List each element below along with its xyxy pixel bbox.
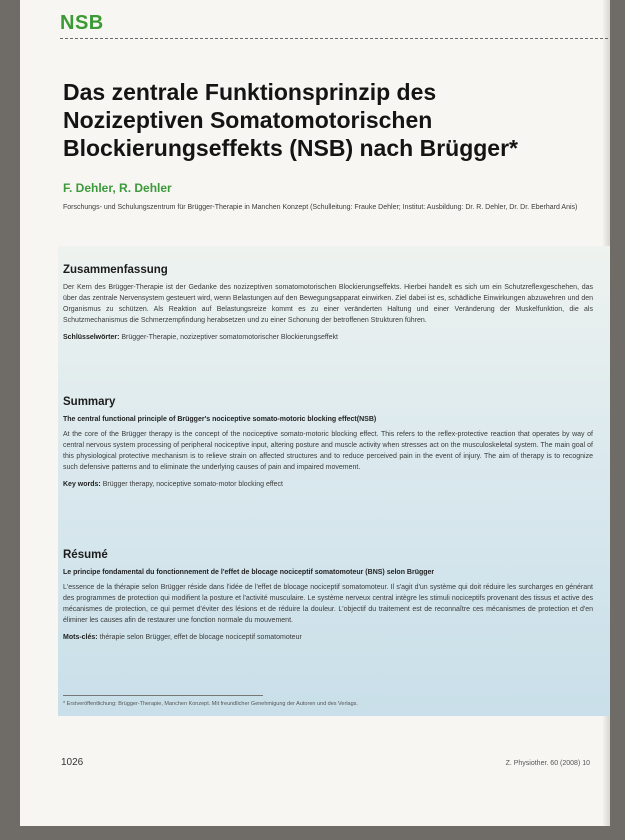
section-body: Der Kern des Brügger-Therapie ist der Gedanke des nozizeptiven somatomotorischen Blockierungseffekts. Hierbei handelt es sich um ein Schutzreflexgeschehen, das über das zentrale Nervensystem gesteuert wird, wenn Belastungen auf den Bewegungsapparat einwirken. Ziel dabei ist es, schädliche Einwirkungen abzuwehren und den Organismus zu schützen. Als Reaktion auf Belastungsreize kommt es zu einer veränderten Haltung und einer Veränderung der Muskelfunktion, die als Schutzmechanismus die Schmerzempfindung herabsetzen und zu einer Schonung der betroffenen Strukturen führen. bbox=[63, 284, 593, 324]
section-heading: Zusammenfassung bbox=[63, 264, 168, 276]
author-affiliation: Forschungs- und Schulungszentrum für Brügger-Therapie in Manchen Konzept (Schulleitung: Frauke Dehler; Institut: Ausbildung: Dr. R. Dehler, Dr. Dr. Eberhard Anis) bbox=[63, 204, 578, 211]
keywords-label: Mots-clés: bbox=[63, 634, 98, 641]
section-resume bbox=[63, 549, 593, 643]
keywords-label: Key words: bbox=[63, 481, 101, 488]
keywords-text: thérapie selon Brügger, effet de blocage nociceptif somatomoteur bbox=[99, 634, 302, 641]
keywords-label: Schlüsselwörter: bbox=[63, 334, 120, 341]
section-subtitle: Le principe fondamental du fonctionnement de l'effet de blocage nociceptif somatomoteur (BNS) selon Brügger bbox=[63, 569, 435, 576]
section-heading: Résumé bbox=[63, 549, 108, 561]
header-divider bbox=[60, 38, 608, 39]
section-zusammenfassung bbox=[63, 264, 593, 343]
section-body: At the core of the Brügger therapy is the concept of the nociceptive somato-motoric blocking effect. This refers to the reflex-protective reaction that operates by way of central nervous system processing of peripheral nociceptive input, altering posture and muscle activity when stresses act on the musculoskeletal system. The main goal of this physiological protective mechanism is to relieve strain on affected structures and to reduce perceived pain in the event of injury. The aim of therapy is to recognize such defensive patterns and to eliminate the underlying causes of pain and impaired movement. bbox=[63, 431, 593, 471]
keywords-text: Brügger-Therapie, nozizeptiver somatomotorischer Blockierungseffekt bbox=[121, 334, 338, 341]
section-subtitle: The central functional principle of Brügger's nociceptive somato-motoric blocking effect(NSB) bbox=[63, 416, 377, 423]
article-title: Das zentrale Funktionsprinzip des Nozizeptiven Somatomotorischen Blockierungseffekts (NSB) nach Brügger* bbox=[63, 79, 518, 161]
journal-logo: NSB bbox=[60, 12, 104, 34]
journal-citation: Z. Physiother. 60 (2008) 10 bbox=[505, 760, 590, 767]
keywords-line bbox=[63, 632, 593, 643]
section-summary bbox=[63, 396, 593, 490]
journal-page bbox=[20, 0, 610, 826]
keywords-text: Brügger therapy, nociceptive somato-motor blocking effect bbox=[102, 481, 283, 488]
keywords-line bbox=[63, 332, 593, 343]
article-authors: F. Dehler, R. Dehler bbox=[63, 181, 172, 195]
page-number: 1026 bbox=[61, 757, 84, 768]
keywords-line bbox=[63, 479, 593, 490]
footnote: * Erstveröffentlichung: Brügger-Therapie, Manchen Konzept. Mit freundlicher Genehmigung der Autoren und des Verlags. bbox=[63, 701, 358, 707]
section-body: L'essence de la thérapie selon Brügger réside dans l'idée de l'effet de blocage nociceptif somatomoteur. Il s'agit d'un système qui doit réduire les surcharges en générant des programmes de protection qui modifient la posture et l'activité musculaire. Le système nerveux central intègre les stimuli nociceptifs provenant des tissus et active des mécanismes de protection, ce qui permet d'éviter des lésions et de réduire la douleur. L'objectif du traitement est de reconnaître ces mécanismes de protection et d'en éliminer les causes afin de restaurer une fonction normale du mouvement. bbox=[63, 584, 593, 624]
footnote-divider bbox=[63, 695, 263, 696]
section-heading: Summary bbox=[63, 396, 116, 408]
